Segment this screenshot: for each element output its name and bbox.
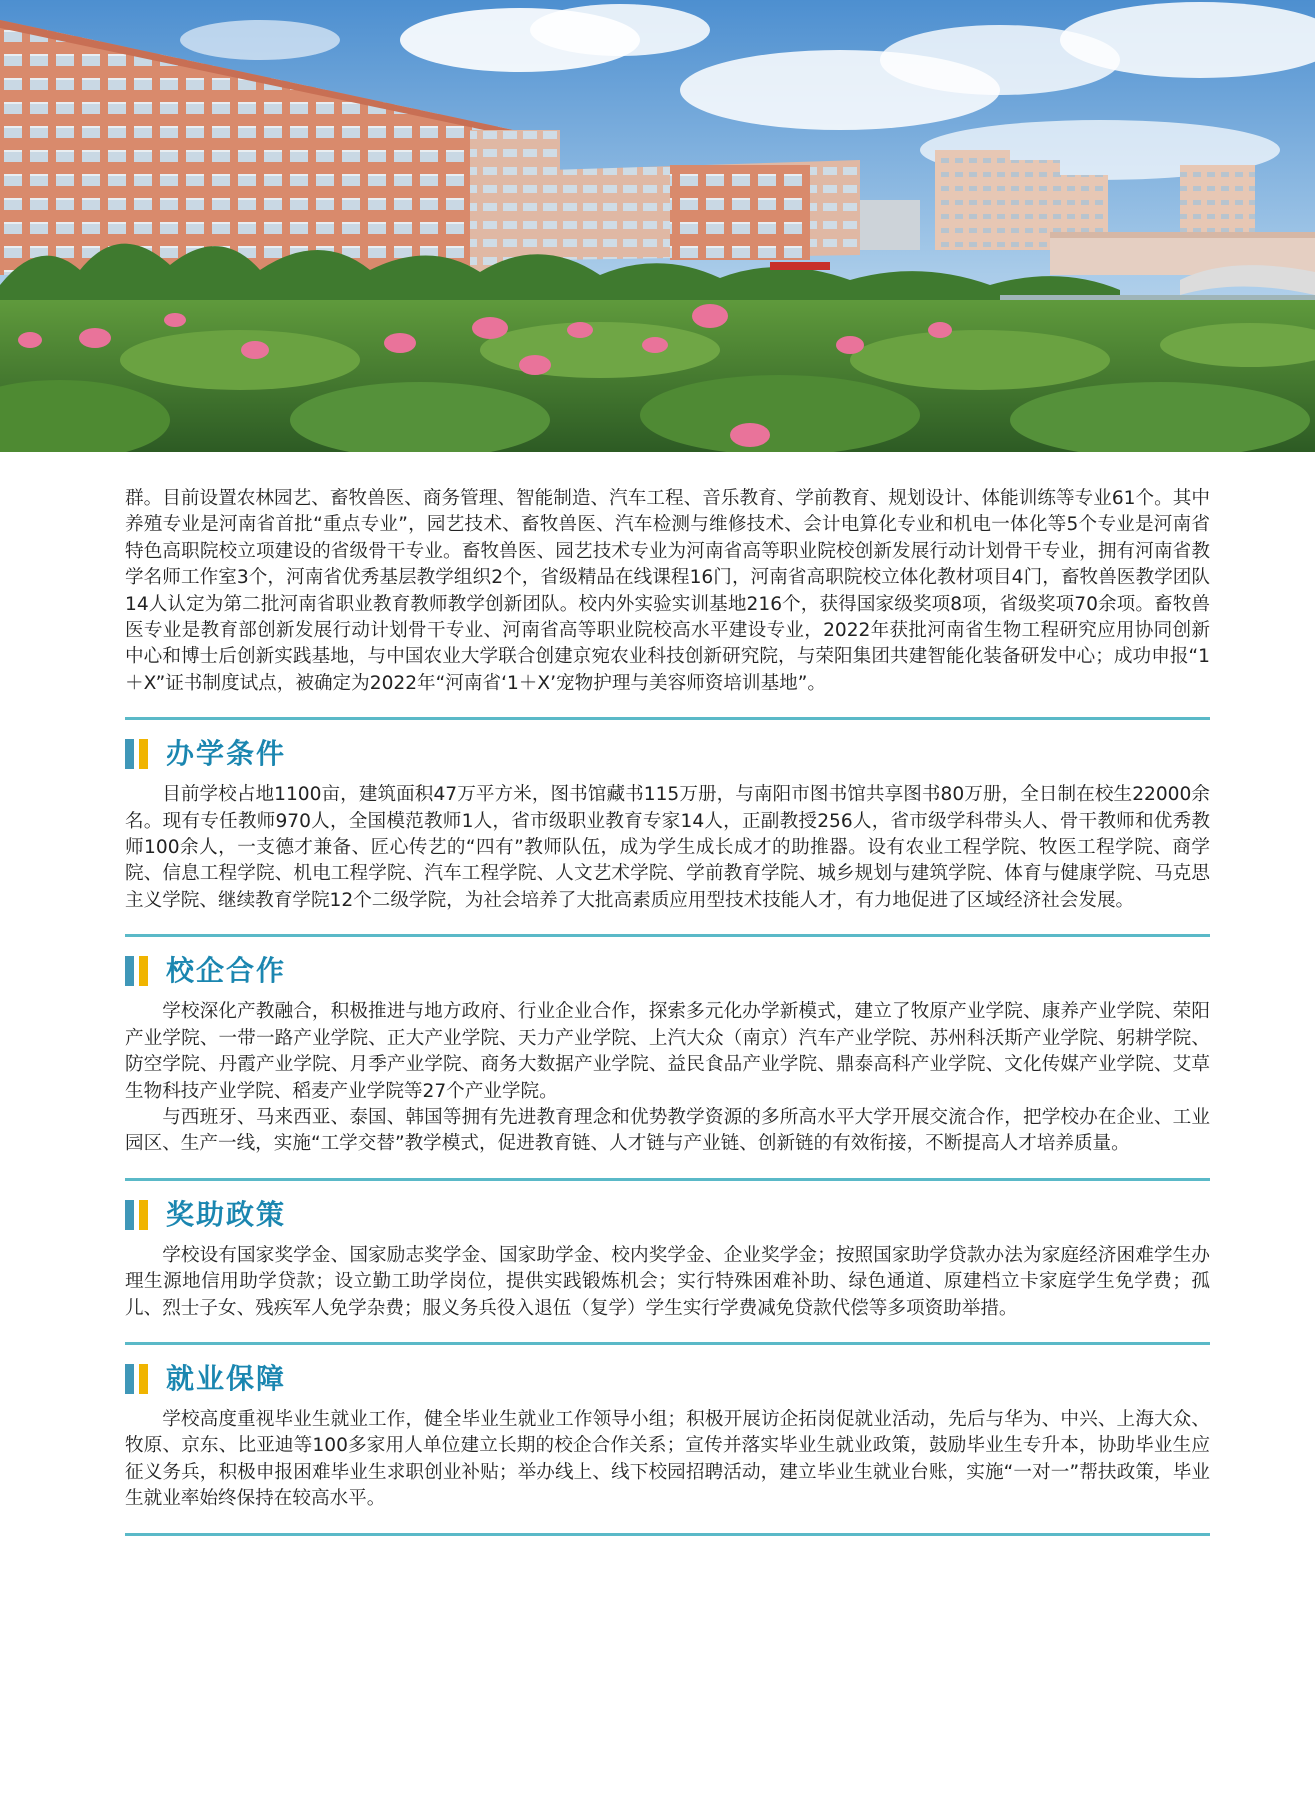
heading-bar-icon — [125, 739, 148, 769]
section-divider — [125, 1533, 1210, 1536]
section-heading-employment — [125, 1359, 1210, 1399]
section-heading-school-conditions — [125, 734, 1210, 774]
section-divider — [125, 717, 1210, 720]
section-title: 就业保障 — [166, 1361, 287, 1395]
main-content — [125, 486, 1210, 1536]
section-title: 办学条件 — [166, 737, 287, 771]
heading-bar-icon — [125, 956, 148, 986]
section-divider — [125, 934, 1210, 937]
hero-photo — [0, 0, 1315, 452]
section-title: 奖助政策 — [166, 1197, 287, 1231]
heading-bar-icon — [125, 1200, 148, 1230]
section-paragraph: 学校深化产教融合，积极推进与地方政府、行业企业合作，探索多元化办学新模式，建立了牧原产业学院、康养产业学院、荣阳产业学院、一带一路产业学院、正大产业学院、天力产业学院、上汽大众（南京）汽车产业学院、苏州科沃斯产业学院、躬耕学院、防空学院、丹霞产业学院、月季产业学院、商务大数据产业学院、益民食品产业学院、鼎泰高科产业学院、文化传媒产业学院、艾草生物科技产业学院、稻麦产业学院等27个产业学院。 — [125, 1001, 1210, 1102]
section-divider — [125, 1342, 1210, 1345]
section-title: 校企合作 — [166, 954, 287, 988]
section-heading-school-enterprise — [125, 951, 1210, 991]
section-divider — [125, 1178, 1210, 1181]
intro-paragraph: 群。目前设置农林园艺、畜牧兽医、商务管理、智能制造、汽车工程、音乐教育、学前教育、规划设计、体能训练等专业61个。其中养殖专业是河南省首批“重点专业”，园艺技术、畜牧兽医、汽车检测与维修技术、会计电算化专业和机电一体化等5个专业是河南省特色高职院校立项建设的省级骨干专业。畜牧兽医、园艺技术专业为河南省高等职业院校创新发展行动计划骨干专业，拥有河南省教学名师工作室3个，河南省优秀基层教学组织2个，省级精品在线课程16门，河南省高职院校立体化教材项目4门，畜牧兽医教学团队14人认定为第二批河南省职业教育教师教学创新团队。校内外实验实训基地216个，获得国家级奖项8项，省级奖项70余项。畜牧兽医专业是教育部创新发展行动计划骨干专业、河南省高等职业院校高水平建设专业，2022年获批河南省生物工程研究应用协同创新中心和博士后创新实践基地，与中国农业大学联合创建京宛农业科技创新研究院，与荣阳集团共建智能化装备研发中心；成功申报“1＋X”证书制度试点，被确定为2022年“河南省‘1＋X’宠物护理与美容师资培训基地”。 — [125, 488, 1210, 694]
section-paragraph: 学校设有国家奖学金、国家励志奖学金、国家助学金、校内奖学金、企业奖学金；按照国家助学贷款办法为家庭经济困难学生办理生源地信用助学贷款；设立勤工助学岗位，提供实践锻炼机会；实行特殊困难补助、绿色通道、原建档立卡家庭学生免学费；孤儿、烈士子女、残疾军人免学杂费；服义务兵役入退伍（复学）学生实行学费减免贷款代偿等多项资助举措。 — [125, 1244, 1210, 1319]
heading-bar-icon — [125, 1364, 148, 1394]
section-paragraph: 与西班牙、马来西亚、泰国、韩国等拥有先进教育理念和优势教学资源的多所高水平大学开展交流合作，把学校办在企业、工业园区、生产一线，实施“工学交替”教学模式，促进教育链、人才链与产业链、创新链的有效衔接，不断提高人才培养质量。 — [125, 1106, 1210, 1155]
section-paragraph: 学校高度重视毕业生就业工作，健全毕业生就业工作领导小组；积极开展访企拓岗促就业活动，先后与华为、中兴、上海大众、牧原、京东、比亚迪等100多家用人单位建立长期的校企合作关系；宣传并落实毕业生就业政策，鼓励毕业生专升本，协助毕业生应征义务兵，积极申报困难毕业生求职创业补贴；举办线上、线下校园招聘活动，建立毕业生就业台账，实施“一对一”帮扶政策，毕业生就业率始终保持在较高水平。 — [125, 1408, 1210, 1510]
campus-photo-illustration — [0, 0, 1315, 452]
section-paragraph: 目前学校占地1100亩，建筑面积47万平方米，图书馆藏书115万册，与南阳市图书馆共享图书80万册，全日制在校生22000余名。现有专任教师970人，全国模范教师1人，省市级职业教育专家14人，正副教授256人，省市级学科带头人、骨干教师和优秀教师100余人，一支德才兼备、匠心传艺的“四有”教师队伍，成为学生成长成才的助推器。设有农业工程学院、牧医工程学院、商学院、信息工程学院、机电工程学院、汽车工程学院、人文艺术学院、学前教育学院、城乡规划与建筑学院、体育与健康学院、马克思主义学院、继续教育学院12个二级学院，为社会培养了大批高素质应用型技术技能人才，有力地促进了区域经济社会发展。 — [125, 784, 1210, 911]
section-heading-financial-aid — [125, 1195, 1210, 1235]
